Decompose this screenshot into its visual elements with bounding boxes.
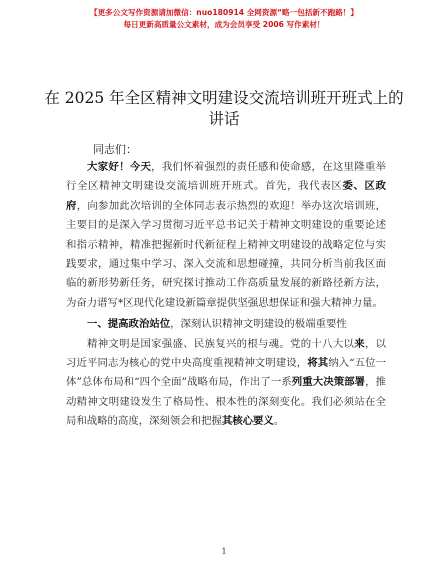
page-number: 1 [221, 547, 227, 556]
para-text-b: ，以习近平同志为核心的党中央高度重视精神文明建设， [66, 337, 387, 370]
para-bold-b: 将其 [307, 357, 329, 370]
intro-text-2: ，向参加此次培训的全体同志表示热烈的欢迎！举办这次培训班，主要目的是深入学习贯彻习近平总书记关于精神文明建设的重要论述和指示精神，精准把握新时代新征程上精神文明建设的战略定位与实践要求，通过集中学习、深入交流和思想碰撞，共同分析当前我区面临的新形势新任务，研究探讨推动工作高质量发展的新路径新方法，为奋力谱写*区现代化建设新篇章提供坚强思想保证和强大精神力量。 [66, 199, 387, 309]
para-bold-a: 来 [354, 337, 365, 350]
document-body [66, 158, 386, 432]
para-text-e: 。 [273, 415, 285, 428]
para-text-c: 纳入“五位一体”总体布局和“四个全面”战略布局，作出了一系 [66, 357, 387, 389]
para-text-d: ，推动精神文明建设发生了格局性、根本性的深刻变化。我们必须站在全局和战略的高度，深刻领会和把握 [66, 376, 387, 428]
section-heading [66, 315, 386, 334]
greeting-bold: 大家好！今天 [87, 161, 152, 173]
section-heading-bold: 一、提高政治站位 [87, 318, 171, 331]
para-bold-d: 其核心要义 [221, 415, 274, 428]
banner-line-2: 每日更新高质量公文素材，成为会员享受 2006 写作素材！ [123, 20, 325, 29]
document-title: 在 2025 年全区精神文明建设交流培训班开班式上的讲话 [44, 89, 404, 128]
para-bold-c: 列重大决策部署 [291, 376, 366, 389]
salutation: 同志们： [93, 143, 137, 156]
para-text-a: 精神文明是国家强盛、民族复兴的根与魂。党的十八大以 [87, 337, 355, 350]
banner-line-1: 【更多公文写作资源请加微信：nuo180914 全网资源“略一包括新不跑路！】 [90, 8, 358, 17]
intro-text: ，我们怀着强烈的责任感和使命感，在这里隆重举行全区精神文明建设交流培训班开班式。首先，我代表区 [66, 161, 387, 193]
section-paragraph [66, 335, 386, 432]
intro-bold-2: 委、区政府 [66, 180, 387, 212]
intro-paragraph [66, 158, 386, 313]
section-heading-text: ，深刻认识精神文明建设的极端重要性 [170, 318, 347, 331]
header-banner [0, 8, 448, 30]
